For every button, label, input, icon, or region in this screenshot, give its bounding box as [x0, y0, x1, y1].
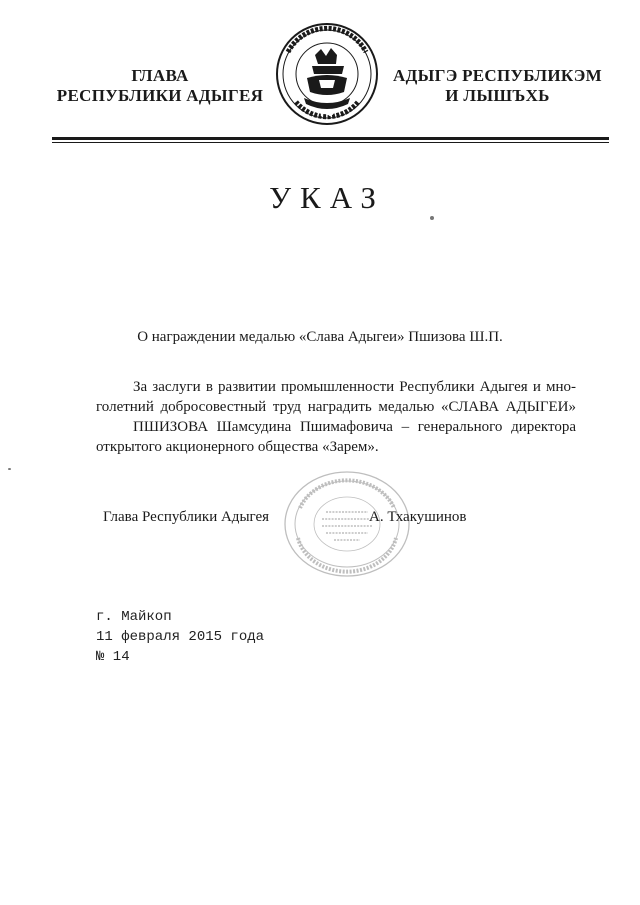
signature-name: А. Тхакушинов: [369, 509, 467, 525]
document-subject: О награждении медалью «Слава Адыгеи» Пшизова Ш.П.: [137, 329, 503, 345]
document-body: [96, 377, 576, 457]
body-line-2: голетний добросовестный труд наградить медалью «СЛАВА АДЫГЕИ»: [96, 399, 576, 415]
body-line-3: ПШИЗОВА Шамсудина Пшимафовича – генерального директора: [133, 419, 576, 435]
header-rule-thin: [52, 142, 609, 143]
header-left-line2: РЕСПУБЛИКИ АДЫГЕЯ: [56, 86, 264, 105]
header-right-line2: И ЛЫШЪХЬ: [445, 86, 550, 105]
document-title: УКАЗ: [269, 180, 385, 215]
svg-text:РФ: РФ: [320, 109, 334, 118]
body-line-1: За заслуги в развитии промышленности Республики Адыгея и мно-: [133, 379, 576, 395]
scan-speck: [430, 216, 434, 220]
header-right-line1: АДЫГЭ РЕСПУБЛИКЭМ: [393, 66, 602, 85]
header-left-line1: ГЛАВА: [131, 66, 189, 85]
header-right-block: [385, 66, 610, 106]
header-left-block: [40, 66, 280, 106]
issue-city: г. Майкоп: [96, 609, 172, 625]
signature-position: Глава Республики Адыгея: [103, 509, 270, 525]
header-rule-thick: [52, 137, 609, 140]
coat-of-arms-icon: [274, 22, 380, 126]
body-line-4: открытого акционерного общества «Зарем».: [96, 439, 379, 455]
document-number: № 14: [96, 649, 130, 665]
issue-date: 11 февраля 2015 года: [96, 629, 265, 645]
scan-speck: [8, 468, 11, 470]
